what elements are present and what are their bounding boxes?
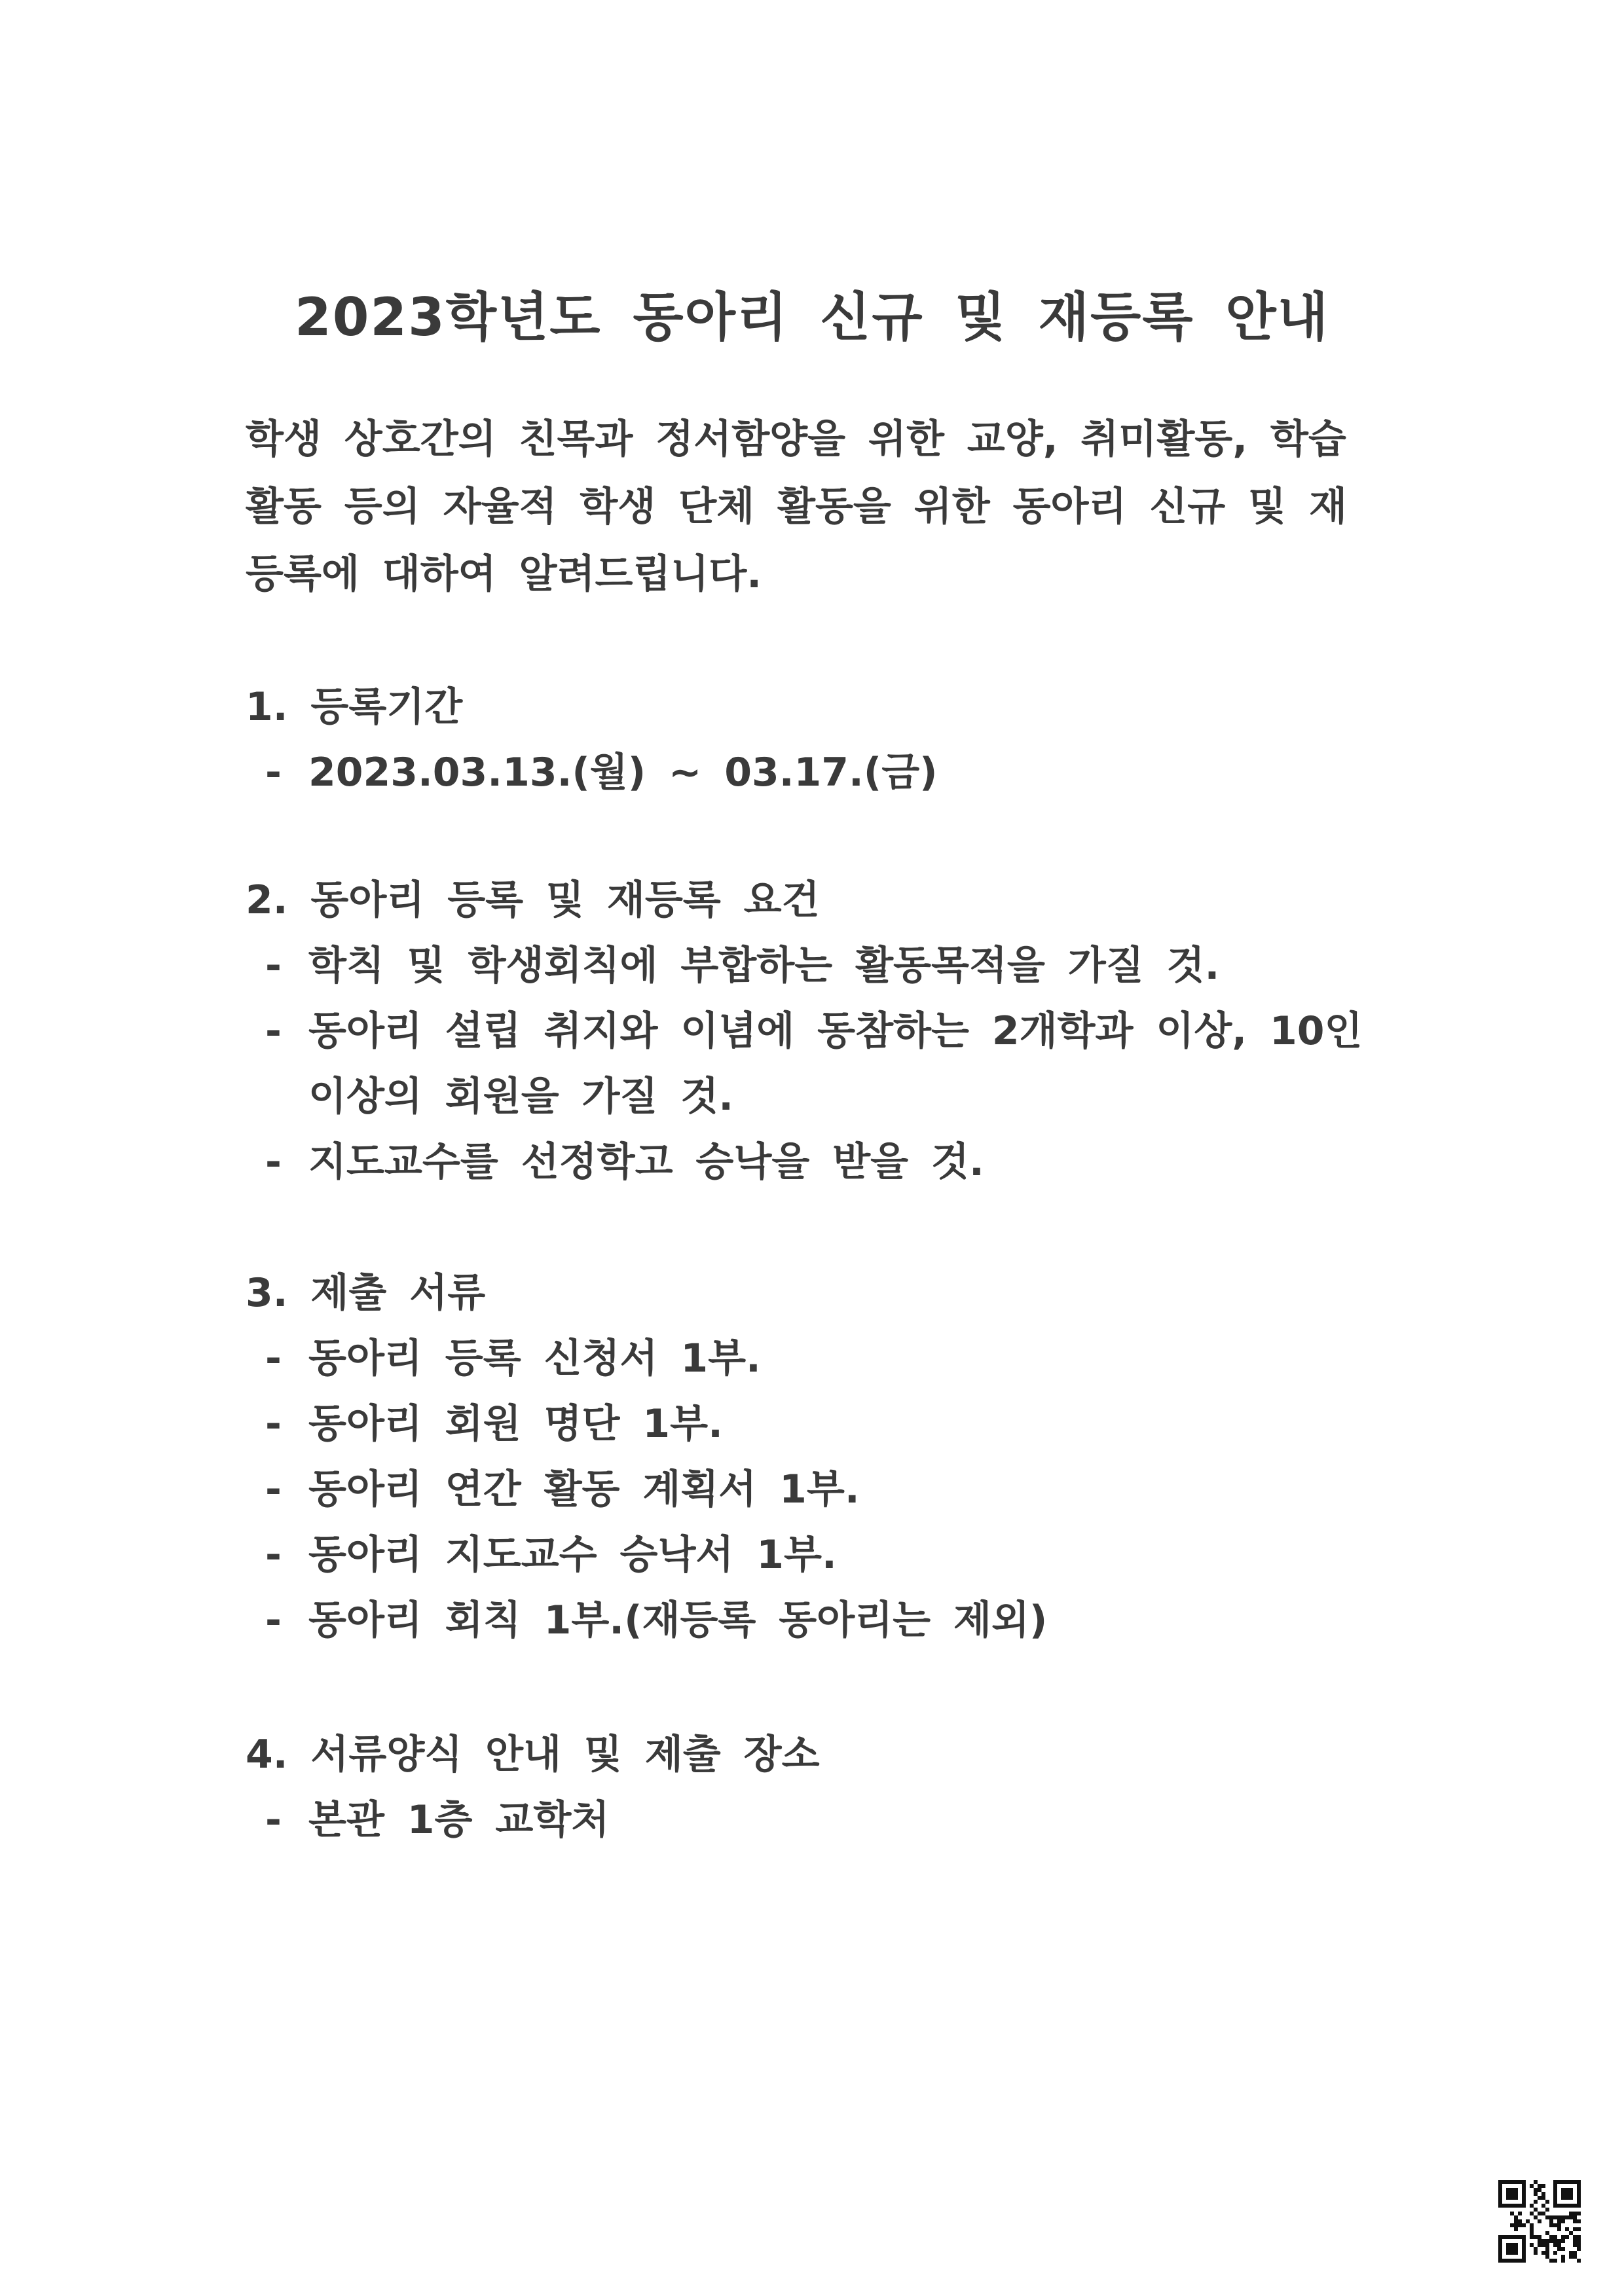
list-item — [246, 1787, 1424, 1853]
section-registration-period — [246, 674, 1424, 805]
section-heading: 3. 제출 서류 — [246, 1270, 486, 1316]
intro-line: 등록에 대하여 알려드립니다. — [246, 551, 762, 597]
list-item — [246, 1326, 1424, 1391]
dash-marker: - — [265, 750, 282, 795]
dash-marker: - — [265, 943, 282, 989]
list-item — [246, 1522, 1424, 1588]
list-item-text: 동아리 회원 명단 1부. — [308, 1401, 723, 1447]
list-item-text: 동아리 설립 취지와 이념에 동참하는 2개학과 이상, 10인 — [308, 1008, 1363, 1054]
list-item-text: 지도교수를 선정학고 승낙을 받을 것. — [308, 1139, 984, 1185]
intro-line: 학생 상호간의 친목과 정서함양을 위한 교양, 취미활동, 학습 — [246, 416, 1346, 462]
list-item-text: 본관 1층 교학처 — [308, 1797, 610, 1843]
list-item-text: 동아리 회칙 1부.(재등록 동아리는 제외) — [308, 1597, 1048, 1643]
dash-marker: - — [265, 1597, 282, 1643]
section-documents — [246, 1260, 1424, 1653]
list-item — [246, 740, 1424, 805]
dash-marker: - — [265, 1401, 282, 1447]
list-item-continuation: 이상의 회원을 가질 것. — [308, 1074, 734, 1120]
page-title: 2023학년도 동아리 신규 및 재등록 안내 — [295, 287, 1329, 348]
list-item-text: 동아리 연간 활동 계획서 1부. — [308, 1467, 860, 1512]
list-item-text: 동아리 등록 신청서 1부. — [308, 1336, 761, 1381]
dash-marker: - — [265, 1467, 282, 1512]
section-submission-place — [246, 1722, 1424, 1853]
list-item — [246, 1457, 1424, 1522]
dash-marker: - — [265, 1797, 282, 1843]
dash-marker: - — [265, 1532, 282, 1578]
intro-line: 활동 등의 자율적 학생 단체 활동을 위한 동아리 신규 및 재 — [246, 484, 1347, 530]
list-item — [246, 1129, 1424, 1195]
section-requirements — [246, 867, 1424, 1195]
list-item-text: 2023.03.13.(월) ~ 03.17.(금) — [308, 750, 938, 795]
section-heading: 4. 서류양식 안내 및 제출 장소 — [246, 1732, 820, 1777]
list-item-text: 학칙 및 학생회칙에 부합하는 활동목적을 가질 것. — [308, 943, 1220, 989]
list-item — [246, 1391, 1424, 1457]
dash-marker: - — [265, 1336, 282, 1381]
section-heading: 1. 등록기간 — [246, 684, 463, 730]
qr-code-icon — [1498, 2180, 1581, 2263]
list-item-text: 동아리 지도교수 승낙서 1부. — [308, 1532, 837, 1578]
intro-paragraph — [246, 406, 1424, 608]
dash-marker: - — [265, 1139, 282, 1185]
section-heading: 2. 동아리 등록 및 재등록 요건 — [246, 877, 820, 923]
list-item — [246, 1588, 1424, 1653]
list-item — [246, 998, 1424, 1064]
dash-marker: - — [265, 1008, 282, 1054]
list-item — [246, 933, 1424, 998]
